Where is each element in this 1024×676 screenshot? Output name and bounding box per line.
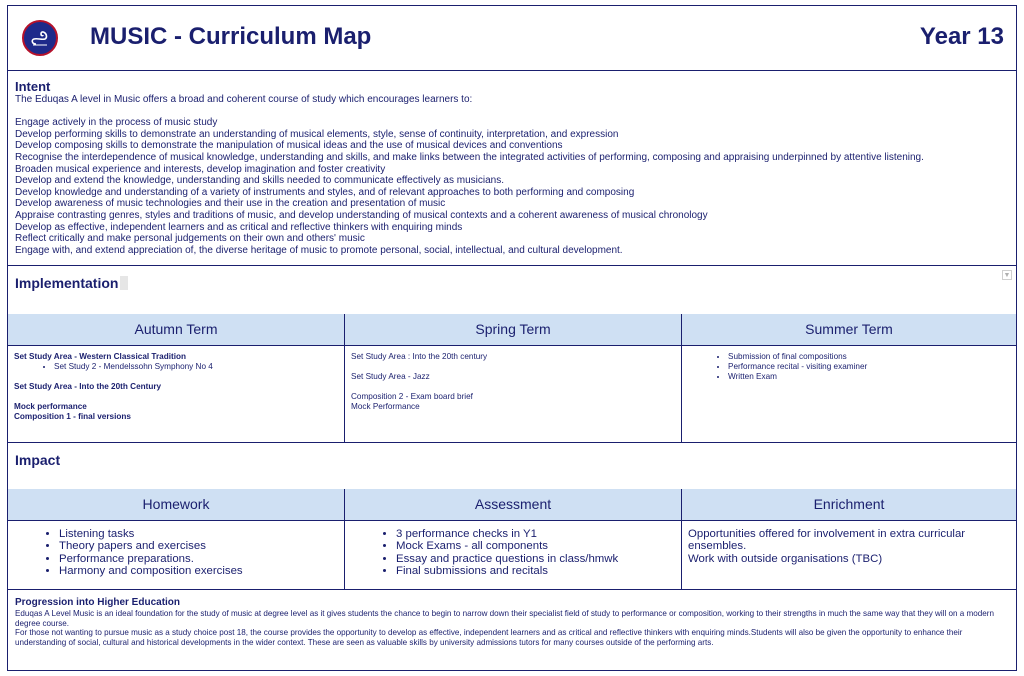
terms-header-row (8, 314, 1016, 346)
intent-item: Broaden musical experience and interests, develop imagination and foster creativity (15, 163, 386, 175)
list-item: • Performance recital - visiting examiner (728, 362, 1010, 372)
year-label: Year 13 (919, 23, 1004, 50)
text-cursor (120, 276, 128, 290)
enrichment-content (682, 520, 1016, 589)
homework-header: Homework (8, 489, 345, 520)
homework-content (8, 520, 345, 589)
list-item: • Essay and practice questions in class/hmwk (396, 553, 675, 565)
impact-content-row (8, 520, 1016, 590)
implementation-heading[interactable]: Implementation (15, 275, 128, 291)
list-item: • Performance preparations. (59, 553, 338, 565)
intent-section (8, 70, 1016, 266)
list-item: • Mock Exams - all components (396, 540, 675, 552)
impact-header-row (8, 489, 1016, 521)
header (8, 6, 1016, 71)
autumn-term-header: Autumn Term (8, 314, 345, 345)
swan-crest-icon (22, 20, 58, 56)
list-item: • Submission of final compositions (728, 352, 1010, 362)
curriculum-map-page (7, 5, 1017, 671)
list-item: • Harmony and composition exercises (59, 565, 338, 577)
autumn-study-area-2: Set Study Area - Into the 20th Century (14, 382, 162, 391)
progression-section (8, 589, 1016, 655)
intent-item: Reflect critically and make personal judgements on their own and others' music (15, 233, 365, 245)
intent-heading: Intent (15, 79, 51, 94)
intent-item: Develop and extend the knowledge, understanding and skills needed to communicate effectively as musicians. (15, 175, 504, 187)
spring-line: Set Study Area - Jazz (351, 372, 430, 381)
progression-paragraph: Eduqas A Level Music is an ideal foundation for the study of music at degree level as it gives students the chance to begin to narrow down their specialist field of study to performance or composition, working to their strengths in much the same way that they will on a modern degree course. (15, 609, 994, 628)
spring-line: Composition 2 - Exam board brief (351, 392, 473, 401)
list-item: • Theory papers and exercises (59, 540, 338, 552)
progression-paragraph: For those not wanting to pursue music as a study choice post 18, the course provides the opportunity to develop as effective, independent learners and as critical and reflective thinkers with enquiring minds.Students will also be given the opportunity to enhance their understanding of social, cultural and historical developments in the wider context. These are seen as valuable skills by university admissions tutors for many courses outside of the performing arts. (15, 628, 963, 647)
impact-heading: Impact (15, 452, 61, 468)
intent-item: Engage actively in the process of music study (15, 117, 218, 129)
summer-list (688, 352, 1010, 382)
intent-item: Develop knowledge and understanding of a variety of instruments and styles, and of relevant approaches to both performing and composing (15, 186, 635, 198)
intent-item: Recognise the interdependence of musical knowledge, understanding and skills, and make links between the integrated activities of performing, composing and appraising underpinned by attentive listening. (15, 151, 924, 163)
list-item: • Final submissions and recitals (396, 565, 675, 577)
impact-section (8, 442, 1016, 490)
autumn-study-area-1: Set Study Area - Western Classical Tradition (14, 352, 186, 361)
autumn-composition: Composition 1 - final versions (14, 412, 131, 421)
enrichment-line: Work with outside organisations (TBC) (688, 552, 883, 565)
spring-line: Set Study Area : Into the 20th century (351, 352, 488, 361)
list-item: • 3 performance checks in Y1 (396, 528, 675, 540)
summer-term-header: Summer Term (682, 314, 1016, 345)
dropdown-arrow-icon[interactable]: ▼ (1003, 272, 1011, 279)
assessment-content (345, 520, 682, 589)
summer-term-content (682, 345, 1016, 442)
intent-item: Develop composing skills to demonstrate the manipulation of musical ideas and the use of musical devices and conventions (15, 140, 563, 152)
intent-intro: The Eduqas A level in Music offers a broad and coherent course of study which encourages learners to: (15, 94, 473, 105)
enrichment-header: Enrichment (682, 489, 1016, 520)
assessment-list (351, 528, 675, 578)
assessment-header: Assessment (345, 489, 682, 520)
spring-term-header: Spring Term (345, 314, 682, 345)
list-item: • Set Study 2 - Mendelssohn Symphony No 4 (54, 362, 338, 372)
intent-item: Develop awareness of music technologies and their use in the creation and presentation of music (15, 198, 446, 210)
homework-list (14, 528, 338, 578)
progression-heading: Progression into Higher Education (15, 597, 181, 608)
page-title: MUSIC - Curriculum Map (90, 23, 372, 50)
intent-item: Develop performing skills to demonstrate an understanding of musical elements, style, sense of continuity, interpretation, and expression (15, 128, 619, 140)
autumn-mock: Mock performance (14, 402, 87, 411)
spring-term-content (345, 345, 682, 442)
list-item: • Listening tasks (59, 528, 338, 540)
list-item: • Written Exam (728, 372, 1010, 382)
intent-item: Develop as effective, independent learners and as critical and reflective thinkers with enquiring minds (15, 221, 463, 233)
implementation-section (8, 266, 1016, 315)
autumn-study-list (14, 362, 338, 372)
enrichment-line: Opportunities offered for involvement in extra curricular ensembles. (688, 528, 966, 553)
spring-line: Mock Performance (351, 402, 420, 411)
terms-content-row (8, 345, 1016, 443)
intent-item: Engage with, and extend appreciation of, the diverse heritage of music to promote personal, social, intellectual, and cultural development. (15, 244, 623, 256)
intent-item: Appraise contrasting genres, styles and traditions of music, and develop understanding of musical contexts and a coherent awareness of musical chronology (15, 209, 708, 221)
autumn-term-content (8, 345, 345, 442)
